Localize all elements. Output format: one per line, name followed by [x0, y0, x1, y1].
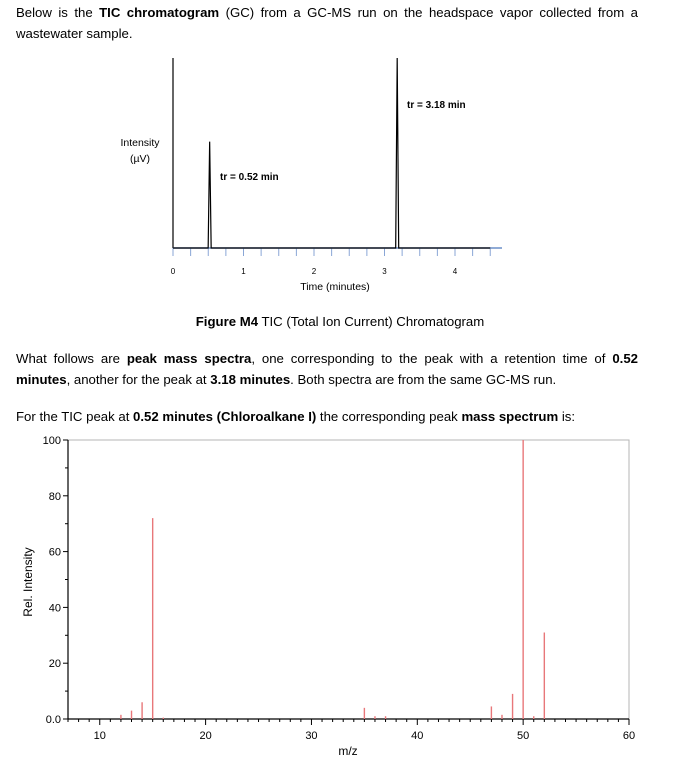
chromatogram-tick-label: 3 [382, 267, 387, 276]
spectrum-x-tick-label: 40 [411, 730, 424, 742]
spectrum-x-tick-label: 60 [622, 730, 636, 742]
spectrum-ylabel: Rel. Intensity [21, 547, 35, 617]
chromatogram-ylabel-line2: (µV) [129, 153, 151, 165]
chromatogram-tick-label: 1 [241, 267, 246, 276]
chromatogram-tick-label: 4 [452, 267, 458, 276]
tic-chromatogram [120, 58, 502, 329]
spectrum-y-tick-label: 20 [48, 658, 61, 671]
spectrum-y-tick-label: 80 [48, 490, 61, 503]
spectrum-x-tick-label: 50 [517, 730, 530, 742]
spectrum-y-tick-label: 40 [48, 602, 61, 615]
chromatogram-ylabel-line1: Intensity [120, 137, 160, 149]
chromatogram-tick-label: 2 [311, 267, 317, 276]
peak2-label: tr = 3.18 min [407, 100, 466, 111]
spectrum-y-tick-label: 60 [48, 546, 61, 559]
chromatogram-tick-labels [171, 267, 458, 276]
spectrum-y-ticks [43, 435, 68, 726]
spectrum-x-tick-label: 10 [93, 730, 106, 742]
intro-paragraph: Below is the TIC chromatogram (GC) from a GC-MS run on the headspace vapor collected from a wastewater sample. [16, 5, 638, 41]
spectra-description-paragraph: What follows are peak mass spectra, one corresponding to the peak with a retention time of 0.52 minutes, another for the peak at 3.18 minutes. Both spectra are from the same GC-MS run. [16, 351, 638, 387]
spectrum-y-tick-label: 0.0 [45, 714, 61, 726]
peak1-label: tr = 0.52 min [220, 172, 279, 183]
chromatogram-trace [173, 58, 490, 248]
chromatogram-xlabel: Time (minutes) [300, 281, 370, 293]
spectrum-peaks [121, 440, 544, 719]
spectrum-intro-paragraph: For the TIC peak at 0.52 minutes (Chloroalkane I) the corresponding peak mass spectrum is: [16, 409, 576, 424]
spectrum-x-tick-label: 20 [199, 730, 212, 742]
chromatogram-minor-ticks [173, 248, 490, 256]
spectrum-y-tick-label: 100 [42, 435, 61, 447]
spectrum-x-ticks [68, 719, 635, 742]
mass-spectrum-chart [21, 435, 635, 758]
chromatogram-tick-label: 0 [170, 267, 176, 276]
figure-caption: Figure M4 TIC (Total Ion Current) Chromatogram [195, 314, 485, 329]
tic-term: TIC chromatogram [99, 5, 220, 20]
spectrum-x-tick-label: 30 [305, 730, 318, 742]
spectrum-xlabel: m/z [338, 744, 358, 758]
